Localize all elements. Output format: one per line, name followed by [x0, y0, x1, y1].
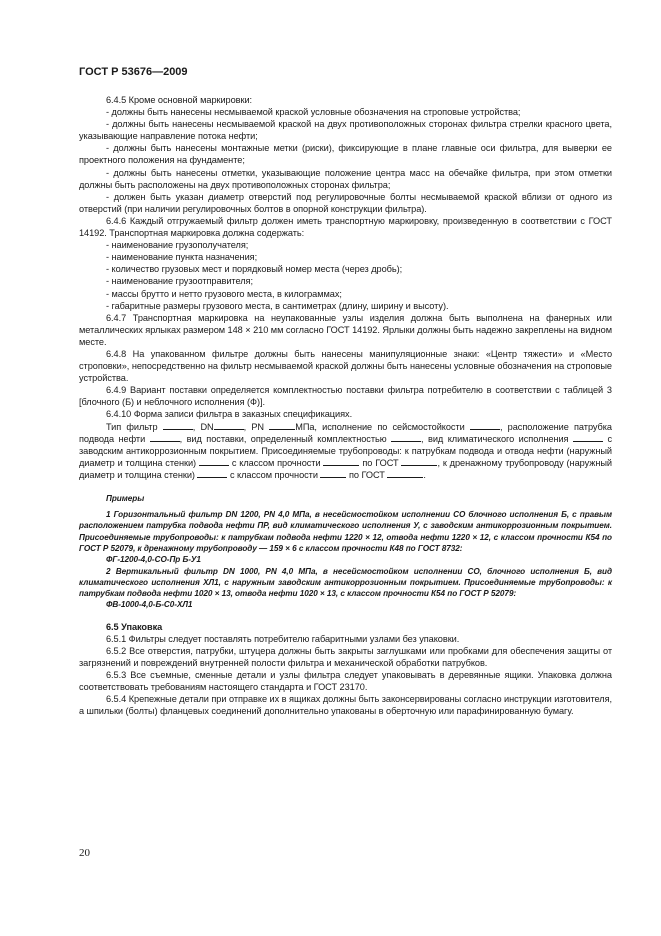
form-text: с классом прочности	[231, 457, 321, 468]
form-text: , расположение патрубка подвода нефти	[79, 421, 612, 444]
form-blank	[387, 469, 423, 478]
form-text: МПа, исполнение по сейсмостойкости	[295, 421, 465, 432]
form-blank	[401, 457, 437, 466]
form-text: Тип фильтр	[106, 421, 158, 432]
paragraph-6-4-9: 6.4.9 Вариант поставки определяется комплектностью поставки фильтра потребителю в соответствии с таблицей 3 [блочного (Б) и неблочного исполнения (Ф)].	[79, 385, 612, 408]
page-number: 20	[79, 847, 90, 859]
list-item: - наименование грузополучателя;	[106, 240, 249, 251]
form-blank	[163, 421, 193, 430]
form-blank	[323, 457, 359, 466]
example-2-text: 2 Вертикальный фильтр DN 1000, PN 4,0 МПа, в несейсмостойком исполнении СО, блочного исполнения Б, вид климатического исполнения ХЛ1, с наружным заводским антикоррозионным покрытием. Присоединяемые трубопроводы: к патрубкам подвода нефти 1020 × 13, отвода нефти 1020 × 13, с классом прочности К54 по ГОСТ Р 52079:	[79, 566, 612, 599]
list-item: - должны быть нанесены отметки, указывающие положение центра масс на обечайке фильтра, при этом отметки должны быть расположены на двух противоположных сторонах фильтра;	[79, 167, 612, 190]
form-blank	[199, 457, 229, 466]
form-text: , DN	[192, 421, 214, 432]
page-content	[79, 94, 612, 718]
form-blank	[470, 421, 500, 430]
list-item: - количество грузовых мест и порядковый номер места (через дробь);	[106, 264, 403, 275]
paragraph-6-5-3: 6.5.3 Все съемные, сменные детали и узлы фильтра следует упаковывать в деревянные ящики. Упаковка должна соответствовать требованиям настоящего стандарта и ГОСТ 23170.	[79, 670, 612, 693]
list-item: - должен быть указан диаметр отверстий под регулировочные болты несмываемой краской вблизи от одного из отверстий (при наличии регулировочных болтов в опорной конструкции фильтра).	[79, 191, 612, 214]
paragraph-6-5-4: 6.5.4 Крепежные детали при отправке их в ящиках должны быть законсервированы согласно инструкции изготовителя, а шпильки (болты) фланцевых соединений дополнительно упакованы в оберточную или парафинированную бумагу.	[79, 694, 612, 717]
form-text: , к дренажному трубопроводу (наружный диаметр и толщина стенки)	[79, 457, 612, 480]
paragraph-6-4-5-heading: 6.4.5 Кроме основной маркировки:	[106, 95, 253, 105]
example-2-designation: ФВ-1000-4,0-Б-С0-ХЛ1	[106, 600, 193, 610]
paragraph-6-5-1: 6.5.1 Фильтры следует поставлять потребителю габаритными узлами без упаковки.	[106, 633, 460, 644]
form-text: с классом прочности	[229, 469, 318, 480]
paragraph-6-4-6: 6.4.6 Каждый отгружаемый фильтр должен иметь транспортную маркировку, произведенную в соответствии с ГОСТ 14192. Транспортная маркировка должна содержать:	[79, 215, 612, 239]
form-text: , вид поставки, определенный комплектностью	[179, 433, 387, 444]
list-item: - массы брутто и нетто грузового места, в килограммах;	[106, 288, 342, 299]
example-1-designation: ФГ-1200-4,0-СО-Пр Б-У1	[106, 555, 201, 565]
paragraph-6-5-2: 6.5.2 Все отверстия, патрубки, штуцера должны быть закрыты заглушками или пробками для обеспечения защиты от загрязнений и повреждений внутренней полости фильтра и механической обработки патрубков.	[79, 645, 612, 669]
form-blank	[214, 421, 244, 430]
examples-title: Примеры	[106, 494, 145, 503]
form-text: по ГОСТ	[348, 469, 385, 480]
paragraph-6-4-7: 6.4.7 Транспортная маркировка на неупакованные узлы изделия должна быть выполнена на фанерных или металлических ярлыках размером 148 × 210 мм согласно ГОСТ 14192. Ярлыки должны быть надежно закреплены на видном месте.	[79, 312, 612, 347]
section-6-5-title: 6.5 Упаковка	[106, 621, 163, 632]
list-item: - должны быть нанесены несмываемой краской условные обозначения на строповые устройства;	[106, 107, 521, 118]
form-blank	[269, 421, 295, 430]
list-item: - габаритные размеры грузового места, в сантиметрах (длину, ширину и высоту).	[106, 300, 449, 311]
form-blank	[150, 433, 180, 442]
form-text: с заводским антикоррозионным покрытием. Присоединяемые трубопроводы: к патрубкам подвода и отвода нефти (наружный диаметр и толщина стенки)	[79, 433, 612, 468]
list-item: - наименование пункта назначения;	[106, 252, 258, 263]
form-text: , PN	[243, 421, 264, 432]
list-item: - должны быть нанесены монтажные метки (риски), фиксирующие в плане главные оси фильтра, для выверки ее проектного положения на фундаменте;	[79, 143, 612, 166]
paragraph-6-4-10-heading: 6.4.10 Форма записи фильтра в заказных спецификациях.	[106, 409, 353, 420]
paragraph-6-4-8: 6.4.8 На упакованном фильтре должны быть нанесены манипуляционные знаки: «Центр тяжести» и «Место строповки», непосредственно на фильтр несмываемой краской должны быть нанесены условные обозначения на строповые устройства.	[79, 348, 612, 384]
form-blank	[391, 433, 421, 442]
form-text: , вид климатического исполнения	[421, 433, 569, 444]
form-blank	[573, 433, 603, 442]
example-1-text: 1 Горизонтальный фильтр DN 1200, PN 4,0 МПа, в несейсмостойком исполнении СО блочного исполнения Б, с правым расположением патрубка подвода нефти ПР, вид климатического исполнения У, с заводским антикоррозионным покрытием. Присоединяемые трубопроводы: к патрубкам подвода нефти 1220 × 12, отвода нефти 1220 × 12, с классом прочности К54 по ГОСТ Р 52079, к дренажному трубопроводу — 159 × 6 с классом прочности К48 по ГОСТ 8732:	[79, 510, 612, 553]
form-text: по ГОСТ	[362, 457, 399, 468]
form-text: .	[423, 469, 426, 480]
list-item: - наименование грузоотправителя;	[106, 276, 253, 287]
page-header-standard-number: ГОСТ Р 53676—2009	[79, 66, 188, 78]
form-blank	[320, 469, 346, 478]
form-blank	[197, 469, 227, 478]
list-item: - должны быть нанесены несмываемой краской на двух противоположных сторонах фильтра стрелки красного цвета, указывающие направление потока нефти;	[79, 119, 612, 142]
order-form-template	[79, 421, 612, 481]
